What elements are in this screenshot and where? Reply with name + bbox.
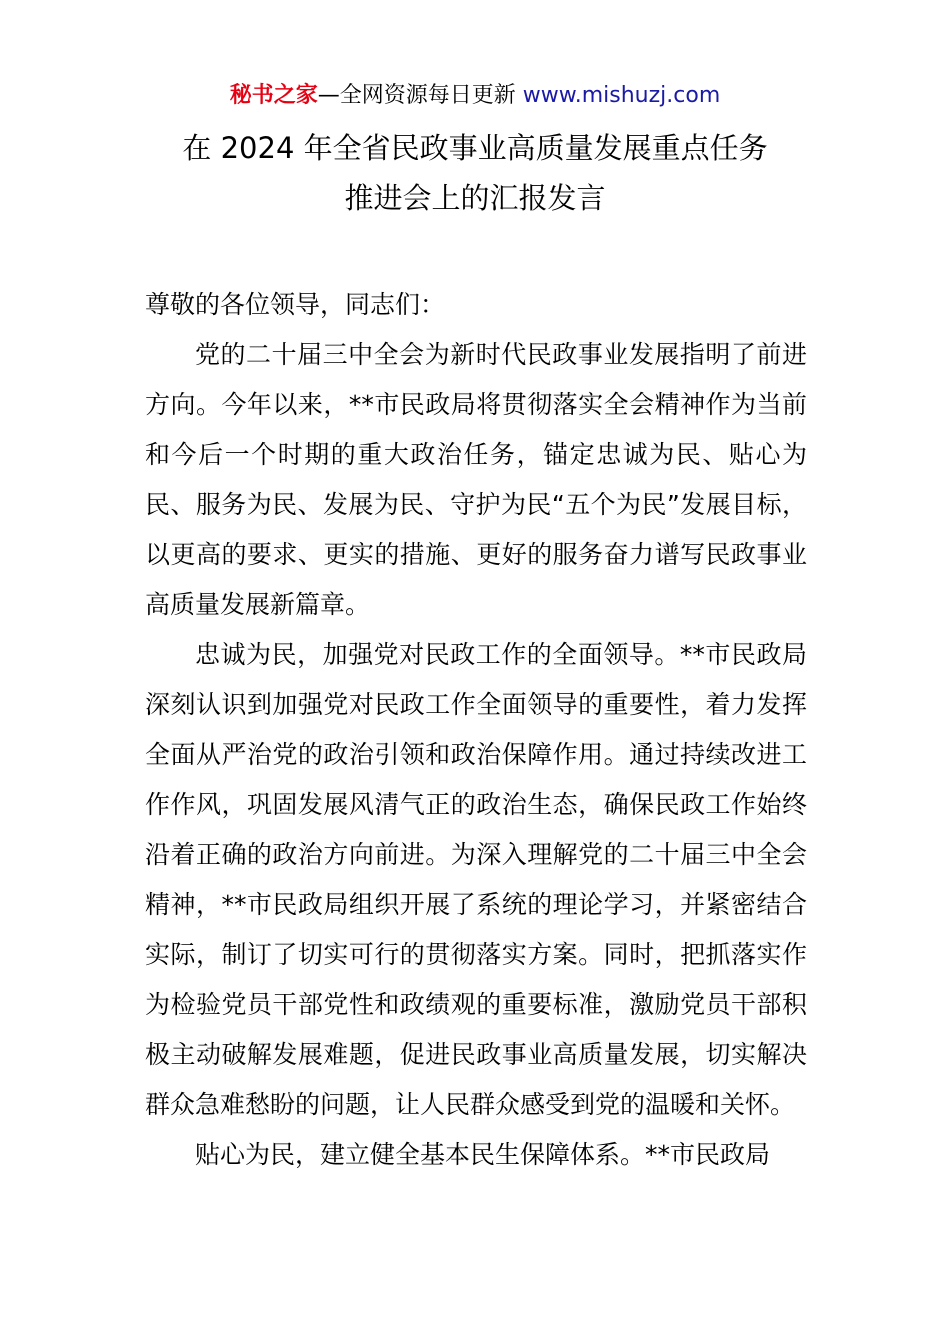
salutation: 尊敬的各位领导，同志们： — [145, 290, 446, 319]
document-body — [145, 280, 807, 1180]
site-url-link[interactable]: www.mishuzj.com — [522, 83, 721, 108]
header-tagline: —全网资源每日更新 — [317, 83, 516, 108]
site-header — [0, 80, 950, 112]
brand-name: 秘书之家 — [229, 83, 318, 108]
paragraph-loyalty: 忠诚为民，加强党对民政工作的全面领导。**市民政局深刻认识到加强党对民政工作全面领导的重要性，着力发挥全面从严治党的政治引领和政治保障作用。通过持续改进工作作风，巩固发展风清气正的政治生态，确保民政工作始终沿着正确的政治方向前进。为深入理解党的二十届三中全会精神，**市民政局组织开展了系统的理论学习，并紧密结合实际，制订了切实可行的贯彻落实方案。同时，把抓落实作为检验党员干部党性和政绩观的重要标准，激励党员干部积极主动破解发展难题，促进民政事业高质量发展，切实解决群众急难愁盼的问题，让人民群众感受到党的温暖和关怀。 — [145, 640, 807, 1119]
document-title-line-1: 在 2024 年全省民政事业高质量发展重点任务 — [182, 131, 768, 165]
document-title-line-2: 推进会上的汇报发言 — [344, 181, 606, 215]
paragraph-care: 贴心为民，建立健全基本民生保障体系。**市民政局 — [195, 1140, 771, 1169]
paragraph-intro: 党的二十届三中全会为新时代民政事业发展指明了前进方向。今年以来，**市民政局将贯彻落实全会精神作为当前和今后一个时期的重大政治任务，锚定忠诚为民、贴心为民、服务为民、发展为民、守护为民“五个为民”发展目标，以更高的要求、更实的措施、更好的服务奋力谱写民政事业高质量发展新篇章。 — [145, 340, 807, 619]
